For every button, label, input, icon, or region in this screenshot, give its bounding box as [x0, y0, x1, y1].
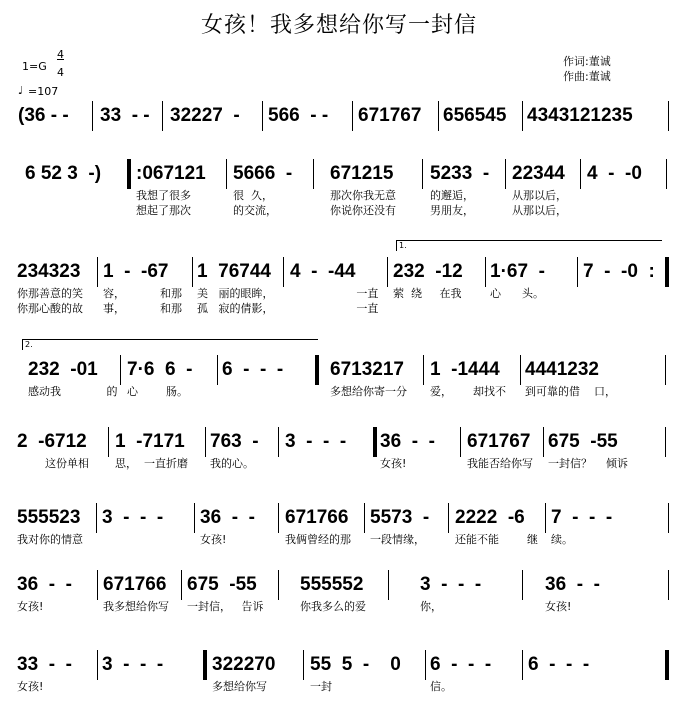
barline [543, 427, 544, 457]
lyric-line-1: 女孩! [17, 680, 44, 693]
lyric-line-2: 孤 寂的倩影， [197, 302, 274, 315]
lyric-line-1: 一直 [290, 287, 379, 300]
measure-notes: 7 - - - [551, 507, 613, 528]
measure-notes: 232 -01 [28, 359, 98, 380]
lyric-line-1: 信。 [430, 680, 452, 693]
double-barline [665, 257, 669, 287]
barline [505, 159, 506, 189]
song-title: 女孩！我多想给你写一封信 [200, 13, 477, 38]
measure-notes: 1 -7171 [115, 431, 185, 452]
barline [423, 355, 424, 385]
measure-notes: 7·6 6 - [127, 359, 193, 380]
lyric-line-1: 我的心。 [210, 457, 254, 470]
lyric-line-2: 事， 和那 [103, 302, 182, 315]
measure-notes: 22344 [512, 163, 565, 184]
barline [192, 257, 193, 287]
measure-notes: 671766 [103, 574, 167, 595]
barline [313, 159, 314, 189]
lyric-line-1: 女孩! [545, 600, 572, 613]
measure-notes: 32227 - [170, 105, 240, 126]
lyric-line-1: 爱， 却找不 [430, 385, 506, 398]
barline [668, 101, 669, 131]
barline [522, 650, 523, 680]
barline [438, 101, 439, 131]
measure-notes: 36 - - [17, 574, 72, 595]
barline [92, 101, 93, 131]
measure-notes: 1 76744 [197, 261, 271, 282]
barline [388, 570, 389, 600]
barline [485, 257, 486, 287]
barline [520, 355, 521, 385]
barline [665, 355, 666, 385]
measure-notes: 4343121235 [527, 105, 633, 126]
barline [226, 159, 227, 189]
lyric-line-1: 我能否给你写 [467, 457, 533, 470]
barline [668, 503, 669, 533]
lyric-line-1: 心 肠。 [127, 385, 188, 398]
measure-notes: 1 -1444 [430, 359, 500, 380]
lyric-line-1: 女孩! [380, 457, 407, 470]
measure-notes: 6 52 3 -) [25, 163, 102, 184]
lyricist: 作词:董诚 [563, 55, 611, 68]
lyric-line-1: 多想给你写 [212, 680, 267, 693]
lyric-line-1: 你我多么的爱 [300, 600, 366, 613]
measure-notes: 555523 [17, 507, 81, 528]
measure-notes: 763 - [210, 431, 259, 452]
measure-notes: 566 - - [268, 105, 329, 126]
lyric-line-1: 感动我 的 [28, 385, 118, 398]
measure-notes: 675 -55 [187, 574, 257, 595]
barline [96, 503, 97, 533]
lyric-line-2: 从那以后， [512, 204, 567, 217]
lyric-line-1: 一封 [310, 680, 332, 693]
lyric-line-2: 的交流， [233, 204, 277, 217]
measure-notes: 322270 [212, 654, 276, 675]
barline [278, 503, 279, 533]
barline [580, 159, 581, 189]
double-barline [665, 650, 669, 680]
lyric-line-1: 很 久， [233, 189, 273, 202]
measure-notes: 7 - -0 : [583, 261, 655, 282]
lyric-line-1: 那次你我无意 [330, 189, 396, 202]
lyric-line-1: 一封信， 告诉 [187, 600, 264, 613]
lyric-line-1: 多想给你寄一分 [330, 385, 407, 398]
barline [422, 159, 423, 189]
barline [181, 570, 182, 600]
measure-notes: 36 - - [200, 507, 255, 528]
barline [205, 427, 206, 457]
measure-notes: 4441232 [525, 359, 599, 380]
barline [283, 257, 284, 287]
lyric-line-1: 你， [420, 600, 442, 613]
composer: 作曲:董诚 [563, 70, 611, 83]
measure-notes: 3 - - - [285, 431, 347, 452]
barline [303, 650, 304, 680]
lyric-line-1: 一封信？ 倾诉 [548, 457, 628, 470]
barline [665, 427, 666, 457]
barline [425, 650, 426, 680]
barline [522, 570, 523, 600]
quarter-note-icon: ♩ [18, 84, 24, 97]
barline [364, 503, 365, 533]
lyric-line-1: 我多想给你写 [103, 600, 169, 613]
measure-notes: 234323 [17, 261, 81, 282]
barline [262, 101, 263, 131]
measure-notes: 656545 [443, 105, 507, 126]
barline [352, 101, 353, 131]
lyric-line-1: 萦 绕 在我 [393, 287, 462, 300]
measure-notes: 3 - - - [102, 654, 164, 675]
barline [162, 101, 163, 131]
barline [97, 570, 98, 600]
measure-notes: 671767 [467, 431, 531, 452]
double-barline [315, 355, 319, 385]
measure-notes: 5666 - [233, 163, 293, 184]
measure-notes: 2222 -6 [455, 507, 525, 528]
lyric-line-2: 你说你还没有 [330, 204, 396, 217]
time-signature-top: 4 [57, 48, 64, 61]
measure-notes: 36 - - [545, 574, 600, 595]
double-barline [127, 159, 131, 189]
measure-notes: (36 - - [18, 105, 69, 126]
measure-notes: 555552 [300, 574, 364, 595]
barline [108, 427, 109, 457]
lyric-line-1: 我对你的情意 [17, 533, 83, 546]
measure-notes: 4 - -0 [587, 163, 642, 184]
barline [278, 570, 279, 600]
measure-notes: 6713217 [330, 359, 404, 380]
measure-notes: 33 - - [100, 105, 150, 126]
barline [97, 257, 98, 287]
barline [668, 570, 669, 600]
measure-notes: :067121 [136, 163, 206, 184]
lyric-line-2: 想起了那次 [136, 204, 191, 217]
double-barline [373, 427, 377, 457]
lyric-line-1: 你那善意的笑 [17, 287, 83, 300]
lyric-line-1: 续。 [551, 533, 573, 546]
lyric-line-2: 一直 [290, 302, 379, 315]
measure-notes: 55 5 - 0 [310, 654, 401, 675]
volta-2: 2. [22, 339, 318, 350]
barline [387, 257, 388, 287]
measure-notes: 671215 [330, 163, 394, 184]
measure-notes: 675 -55 [548, 431, 618, 452]
lyric-line-1: 这份单相 [17, 457, 89, 470]
barline [120, 355, 121, 385]
lyric-line-2: 你那心酸的故 [17, 302, 83, 315]
lyric-line-1: 女孩! [17, 600, 44, 613]
measure-notes: 5233 - [430, 163, 490, 184]
barline [460, 427, 461, 457]
lyric-line-1: 还能不能 继 [455, 533, 538, 546]
lyric-line-2: 男朋友， [430, 204, 474, 217]
measure-notes: 1 - -67 [103, 261, 169, 282]
lyric-line-1: 心 头。 [490, 287, 544, 300]
lyric-line-1: 女孩! [200, 533, 227, 546]
barline [522, 101, 523, 131]
measure-notes: 1·67 - [490, 261, 545, 282]
barline [194, 503, 195, 533]
measure-notes: 6 - - - [528, 654, 590, 675]
barline [666, 159, 667, 189]
measure-notes: 6 - - - [222, 359, 284, 380]
lyric-line-1: 美 丽的眼眸， [197, 287, 274, 300]
barline [217, 355, 218, 385]
double-barline [203, 650, 207, 680]
measure-notes: 232 -12 [393, 261, 463, 282]
measure-notes: 36 - - [380, 431, 435, 452]
lyric-line-1: 思， 一直折磨 [115, 457, 188, 470]
lyric-line-1: 我俩曾经的那 [285, 533, 351, 546]
measure-notes: 3 - - - [420, 574, 482, 595]
lyric-line-1: 到可靠的借 口， [525, 385, 616, 398]
barline [97, 650, 98, 680]
lyric-line-1: 容， 和那 [103, 287, 182, 300]
tempo: =107 [28, 85, 59, 98]
measure-notes: 3 - - - [102, 507, 164, 528]
lyric-line-1: 的邂逅， [430, 189, 474, 202]
barline [577, 257, 578, 287]
volta-1: 1. [396, 240, 662, 251]
barline [448, 503, 449, 533]
measure-notes: 671766 [285, 507, 349, 528]
measure-notes: 671767 [358, 105, 422, 126]
measure-notes: 5573 - [370, 507, 430, 528]
barline [545, 503, 546, 533]
key-signature: 1=G [22, 60, 47, 73]
lyric-line-1: 我想了很多 [136, 189, 191, 202]
measure-notes: 4 - -44 [290, 261, 356, 282]
barline [278, 427, 279, 457]
lyric-line-1: 一段情缘， [370, 533, 425, 546]
lyric-line-1: 从那以后， [512, 189, 567, 202]
measure-notes: 6 - - - [430, 654, 492, 675]
measure-notes: 2 -6712 [17, 431, 87, 452]
time-signature-bottom: 4 [57, 66, 64, 79]
measure-notes: 33 - - [17, 654, 72, 675]
